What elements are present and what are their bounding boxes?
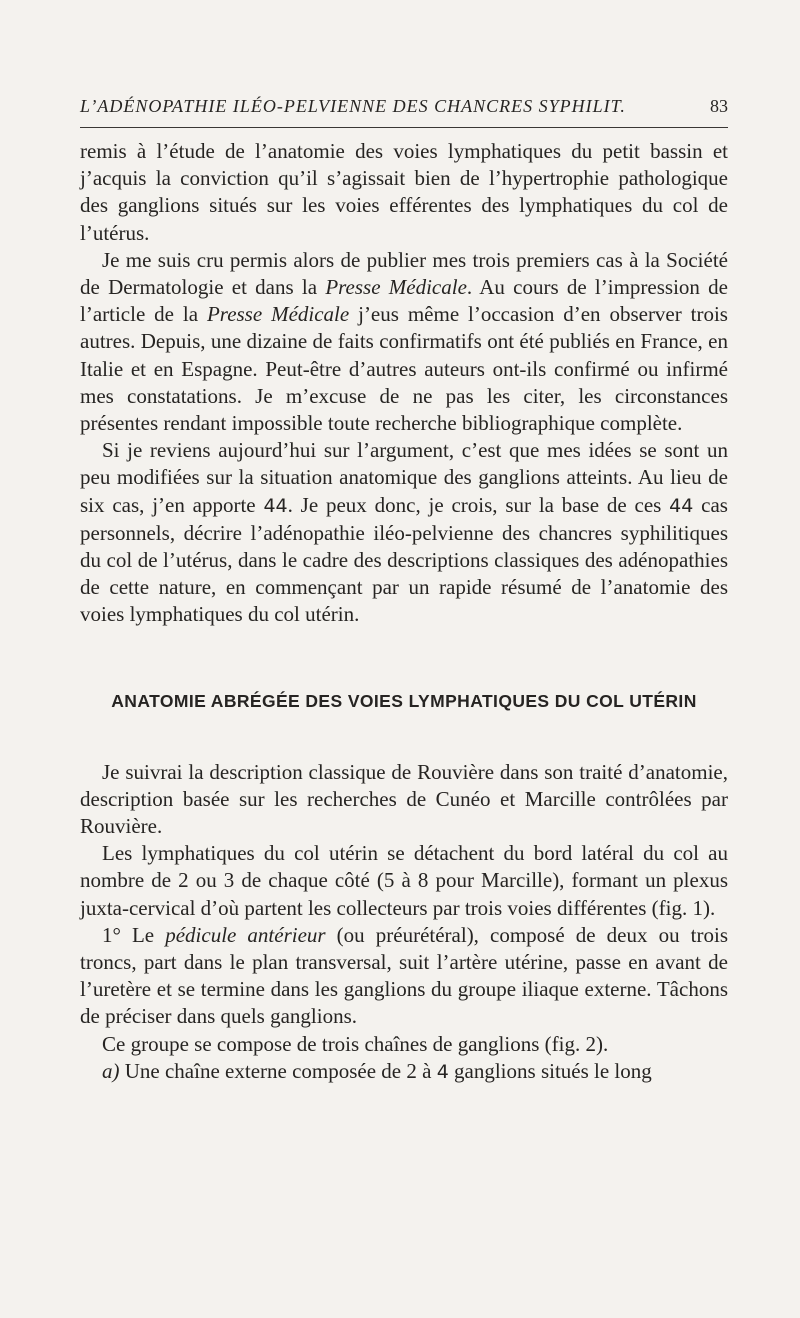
section-heading: ANATOMIE ABRÉGÉE DES VOIES LYMPHATIQUES DU COL UTÉRIN [111,690,697,711]
paragraph-3 [80,437,728,628]
section-paragraph-5-text-a: Une chaîne externe composée de 2 à [119,1058,437,1083]
paragraph-3-text-a: Si je reviens aujourd’hui sur l’argument, c’est que mes idées se sont un peu modifiées sur la situation anatomique des ganglions atteints. Au lieu de six cas, j’en apporte [80,438,728,517]
section-paragraph-3 [80,922,728,1031]
ganglion-count: 4 [436,1060,449,1083]
case-count: 44 [263,494,288,517]
section-paragraph-1-text: Je suivrai la description classique de Rouvière dans son traité d’anatomie, description basée sur les recherches de Cunéo et Marcille contrôlées par Rouvière. [80,759,728,839]
paragraph-2-text-a: Je me suis cru permis alors de publier mes trois premiers cas à la Société de Dermatologie et dans la [80,247,728,300]
section-paragraph-3-text-a: 1° Le [102,922,166,947]
section-paragraph-5-text-b: ganglions situés le long [448,1058,652,1083]
page-number: 83 [710,96,728,116]
paragraph-3-text-b: . Je peux donc, je crois, sur la base de ces [287,492,670,517]
page [80,96,728,1086]
body-text [80,138,728,1086]
case-count: 44 [669,494,694,517]
section-body [80,759,728,1086]
paragraph-1-text: remis à l’étude de l’anatomie des voies lymphatiques du petit bassin et j’acquis la conviction qu’il s’agissait bien de l’hypertrophie pathologique des ganglions situés sur les voies efférentes des lymphatiques du col de l’utérus. [80,139,728,245]
section-paragraph-4-text: Ce groupe se compose de trois chaînes de ganglions (fig. 2). [102,1031,609,1056]
section-paragraph-2-text: Les lymphatiques du col utérin se détachent du bord latéral du col au nombre de 2 ou 3 de chaque côté (5 à 8 pour Marcille), formant un plexus juxta-cervical d’où partent les collecteurs par trois voies différentes (fig. 1). [80,841,728,920]
paragraph-3-text-c: cas personnels, décrire l’adénopathie iléo-pelvienne des chancres syphilitiques du col de l’utérus, dans le cadre des descriptions classiques des adénopathies de cette nature, en commençant par un rapide résumé de l’anatomie des voies lymphatiques du col utérin. [80,492,728,627]
section-paragraph-3-text-b: (ou préurétéral), composé de deux ou trois troncs, part dans le plan transversal, suit l’artère utérine, passe en avant de l’uretère et se termine dans les ganglions du groupe iliaque externe. Tâchons de préciser dans quels ganglions. [80,922,728,1029]
paragraph-2-text-c: j’eus même l’occasion d’en observer trois autres. Depuis, une dizaine de faits confirmatifs ont été publiés en France, en Italie et en Espagne. Peut-être d’autres auteurs ont-ils confirmé ou infirmé mes constatations. Je m’excuse de ne pas les citer, les circonstances présentes rendant impossible toute recherche bibliographique complète. [80,302,728,436]
pedicle-term: pédicule antérieur [165,922,326,947]
section-paragraph-4 [80,1031,728,1058]
paragraph-2-text-b: . Au cours de l’impression de l’article de la [80,275,728,327]
running-title: L’ADÉNOPATHIE ILÉO-PELVIENNE DES CHANCRES SYPHILIT. [80,96,626,116]
section-paragraph-2 [80,840,728,922]
journal-title: Presse Médicale [325,275,467,300]
journal-title: Presse Médicale [206,302,350,327]
section-paragraph-5 [80,1058,728,1086]
running-header [80,96,728,128]
paragraph-2 [80,247,728,437]
paragraph-1 [80,138,728,247]
list-marker: a) [102,1058,120,1083]
section-paragraph-1 [80,759,728,841]
